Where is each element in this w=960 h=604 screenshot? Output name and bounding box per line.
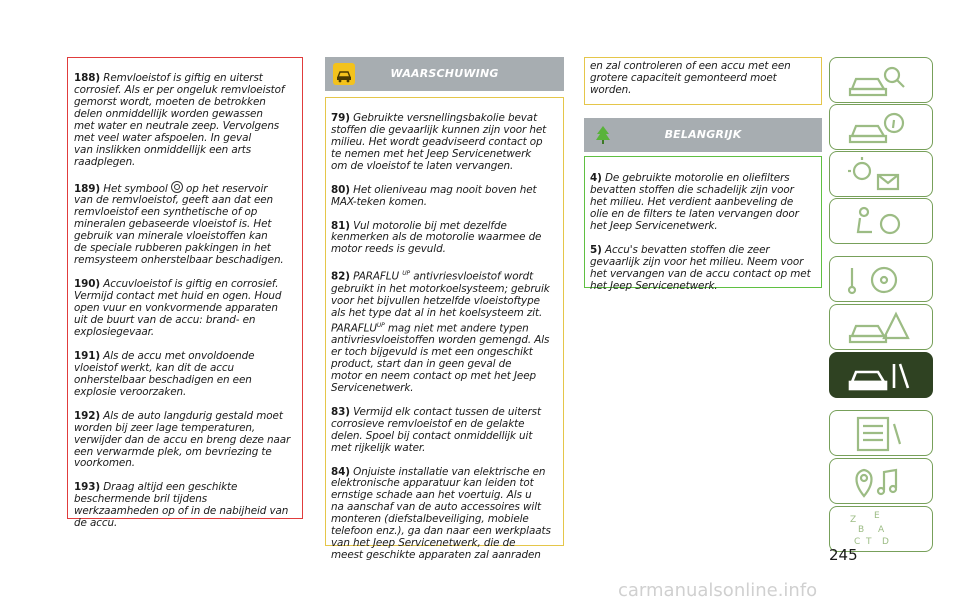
data-list-icon [838, 414, 926, 454]
car-info-icon [838, 108, 926, 148]
seat-airbag-icon [838, 202, 926, 242]
note-80: 80) Het olieniveau mag nooit boven het MAX-teken komen. [331, 183, 537, 208]
note-81: 81) Vul motorolie bij met dezelfde kenmerken als de motorolie waarmee de motor reeds is gevuld. [331, 219, 542, 256]
note-191: 191) Als de accu met onvoldoende vloeistof werkt, kan dit de accu onherstelbaar beschadigen en een explosie veroorzaken. [74, 349, 255, 398]
car-search-icon [838, 61, 926, 101]
note-190: 190) Accuvloeistof is giftig en corrosief. Vermijd contact met huid en ogen. Houd open vuur en vonkvormende apparaten uit de buurt van de accu: brand- en explosiegevaar. [74, 278, 282, 338]
svg-text:E: E [874, 511, 880, 521]
note-84: 84) Onjuiste installatie van elektrische en elektronische apparatuur kan leiden tot ernstige schade aan het voertuig. Als u na aanschaf van de auto accessoires wilt monteren (diefstalbeveiliging, mobiele telefoon enz.), ga dan naar een werkplaats van het Jeep Servicenetwerk, die de meest geschikte apparaten zal aanraden [331, 465, 551, 562]
warning-header [325, 57, 564, 91]
car-triangle-icon [838, 308, 926, 348]
nav-tab-starting-driving[interactable] [829, 256, 933, 302]
steering-wheel-icon [838, 260, 926, 300]
note-192: 192) Als de auto langdurig gestald moet worden bij zeer lage temperaturen, verwijder dan de accu en breng deze naar een verwarmde plek, om bevriezing te voorkomen. [74, 409, 291, 470]
nav-tab-knowing-car[interactable] [829, 104, 933, 150]
svg-text:D: D [882, 537, 889, 547]
svg-text:C: C [854, 537, 861, 547]
note-79: 79) Gebruikte versnellingsbakolie bevat stoffen die gevaarlijk kunnen zijn voor het milieu. Het wordt geadviseerd contact op te nemen met het Jeep Servicenetwerk om de vloeistof te laten vervangen. [331, 111, 547, 172]
warning-box-brakes-battery [67, 57, 303, 530]
nav-tab-emergency[interactable] [829, 304, 933, 350]
continuation-text: en zal controleren of een accu met een grotere capaciteit gemonteerd moet worden. [590, 60, 791, 96]
page-number: 245 [829, 546, 858, 564]
nav-tab-technical-data[interactable] [829, 410, 933, 456]
svg-text:T: T [866, 537, 872, 547]
note-82: 82) PARAFLU $^{UP}$ antivriesvloeistof wordt gebruikt in het motorkoelsysteem; gebruik voor het bijvullen hetzelfde vloeistoftype als het type dat al in het koelsysteem zit. $PARAFLU^{UP}$ mag niet met andere typen antivriesvloeistoffen worden gemengd. Als er toch bijgevuld is met een ongeschikt product, start dan in geen geval de motor en neem contact op met het Jeep Servicenetwerk. [331, 270, 550, 394]
svg-text:B: B [858, 525, 865, 535]
car-tools-icon [838, 356, 926, 396]
note-4: 4) De gebruikte motorolie en oliefilters bevatten stoffen die schadelijk zijn voor het milieu. Het verdient aanbeveling de olie en de filters te laten vervangen door het Jeep Servicenetwerk. [590, 171, 799, 232]
note-83: 83) Vermijd elk contact tussen de uiterst corrosieve remvloeistof en de gelakte delen. Spoel bij contact onmiddellijk uit met rijkelijk water. [331, 405, 541, 454]
caution-box-fluids [325, 97, 564, 562]
note-5: 5) Accu's bevatten stoffen die zeer gevaarlijk zijn voor het milieu. Neem voor het vervangen van de accu contact op met het Jeep Servicenetwerk. [590, 243, 811, 292]
nav-tab-dashboard[interactable] [829, 57, 933, 103]
multimedia-icon [838, 462, 926, 502]
svg-text:Z: Z [850, 515, 857, 525]
nav-tab-warning-lights[interactable] [829, 151, 933, 197]
footer-watermark: carmanualsonline.info [618, 580, 818, 601]
note-193: 193) Draag altijd een geschikte beschermende bril tijdens werkzaamheden op of in de nabijheid van de accu. [74, 481, 289, 530]
nav-tab-safety[interactable] [829, 198, 933, 244]
nav-tab-servicing[interactable] [829, 352, 933, 398]
caution-box-continuation [584, 57, 822, 105]
alphabet-index-icon [838, 510, 926, 550]
important-box-environment [584, 156, 822, 292]
note-189: 189) Het symbool op het reservoir van de remvloeistof, geeft aan dat een remvloeistof een synthetische of op mineralen gebaseerde vloeistof is. Het gebruik van minerale vloeistoffen kan de speciale rubberen pakkingen in het remsysteem onherstelbaar beschadigen. [74, 182, 284, 267]
important-header [584, 118, 822, 152]
warning-title: WAARSCHUWING [390, 67, 499, 80]
brake-fluid-symbol-icon [171, 181, 183, 193]
nav-tab-multimedia[interactable] [829, 458, 933, 504]
note-188: 188) Remvloeistof is giftig en uiterst corrosief. Als er per ongeluk remvloeistof gemorst wordt, moeten de betrokken delen onmiddellijk worden gewassen met water en neutrale zeep. Vervolgens met veel water afspoelen. In geval van inslikken onmiddellijk een arts raadplegen. [74, 71, 285, 168]
svg-text:A: A [878, 525, 885, 535]
warning-lights-icon [838, 155, 926, 195]
important-title: BELANGRIJK [664, 128, 742, 141]
